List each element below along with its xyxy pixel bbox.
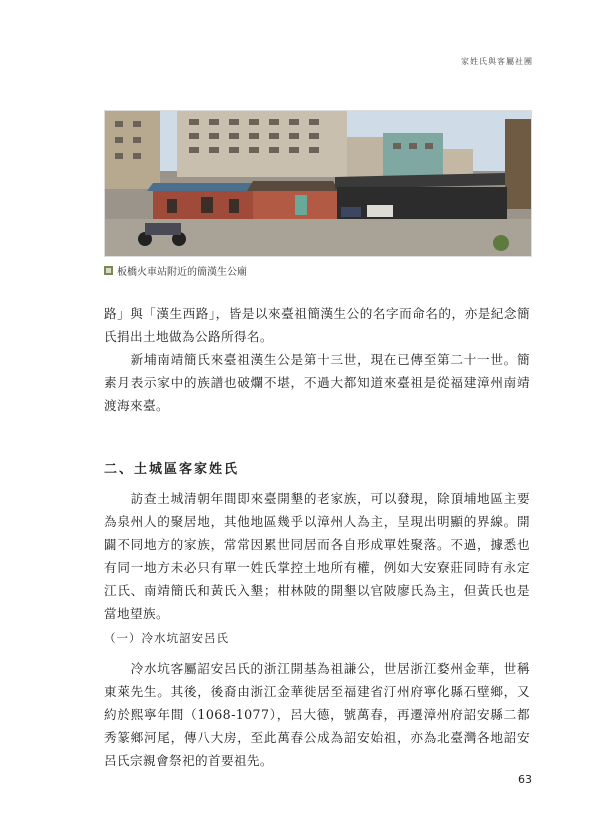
temple-photo xyxy=(104,110,532,257)
paragraph-continued: 路」與「漢生西路」，皆是以來臺祖簡漢生公的名字而命名的，亦是紀念簡氏捐出土地做為公路所得名。 xyxy=(104,306,530,344)
temple-photo-illustration xyxy=(105,111,531,256)
page-number: 63 xyxy=(518,773,532,786)
figure-caption xyxy=(104,263,247,278)
caption-marker-icon xyxy=(104,266,113,275)
paragraph: 訪查土城清朝年間即來臺開墾的老家族，可以發現，除頂埔地區主要為泉州人的聚居地，其他地區幾乎以漳州人為主，呈現出明顯的界線。開闢不同地方的家族，常常因累世同居而各自形成單姓聚落。不過，據悉也有同一地方未必只有單一姓氏掌控土地所有權，例如大安寮莊同時有永定江氏、南靖簡氏和黃氏入墾；柑林陂的開墾以官陂廖氏為主，但黃氏也是當地望族。 xyxy=(104,491,530,621)
caption-text: 板橋火車站附近的簡漢生公廟 xyxy=(117,267,247,278)
subsection-heading: （一）冷水坑詔安呂氏 xyxy=(104,631,229,645)
paragraph: 新埔南靖簡氏來臺祖漢生公是第十三世，現在已傳至第二十一世。簡素月表示家中的族譜也破爛不堪，不過大都知道來臺祖是從福建漳州南靖渡海來臺。 xyxy=(104,352,530,413)
section-heading: 二、土城區客家姓氏 xyxy=(104,462,240,477)
running-header: 家姓氏與客屬社團 xyxy=(461,57,533,66)
paragraph: 冷水坑客屬詔安呂氏的浙江開基為祖謙公，世居浙江婺州金華，世稱東萊先生。其後，後裔由浙江金華徙居至福建省汀州府寧化縣石壁鄉，又約於熙寧年間（1068-1077），呂大德，號萬春，再遷漳州府詔安縣二都秀篆鄉河尾，傳八大房，至此萬春公成為詔安始祖，亦為北臺灣各地詔安呂氏宗親會祭祀的首要祖先。 xyxy=(104,661,530,768)
